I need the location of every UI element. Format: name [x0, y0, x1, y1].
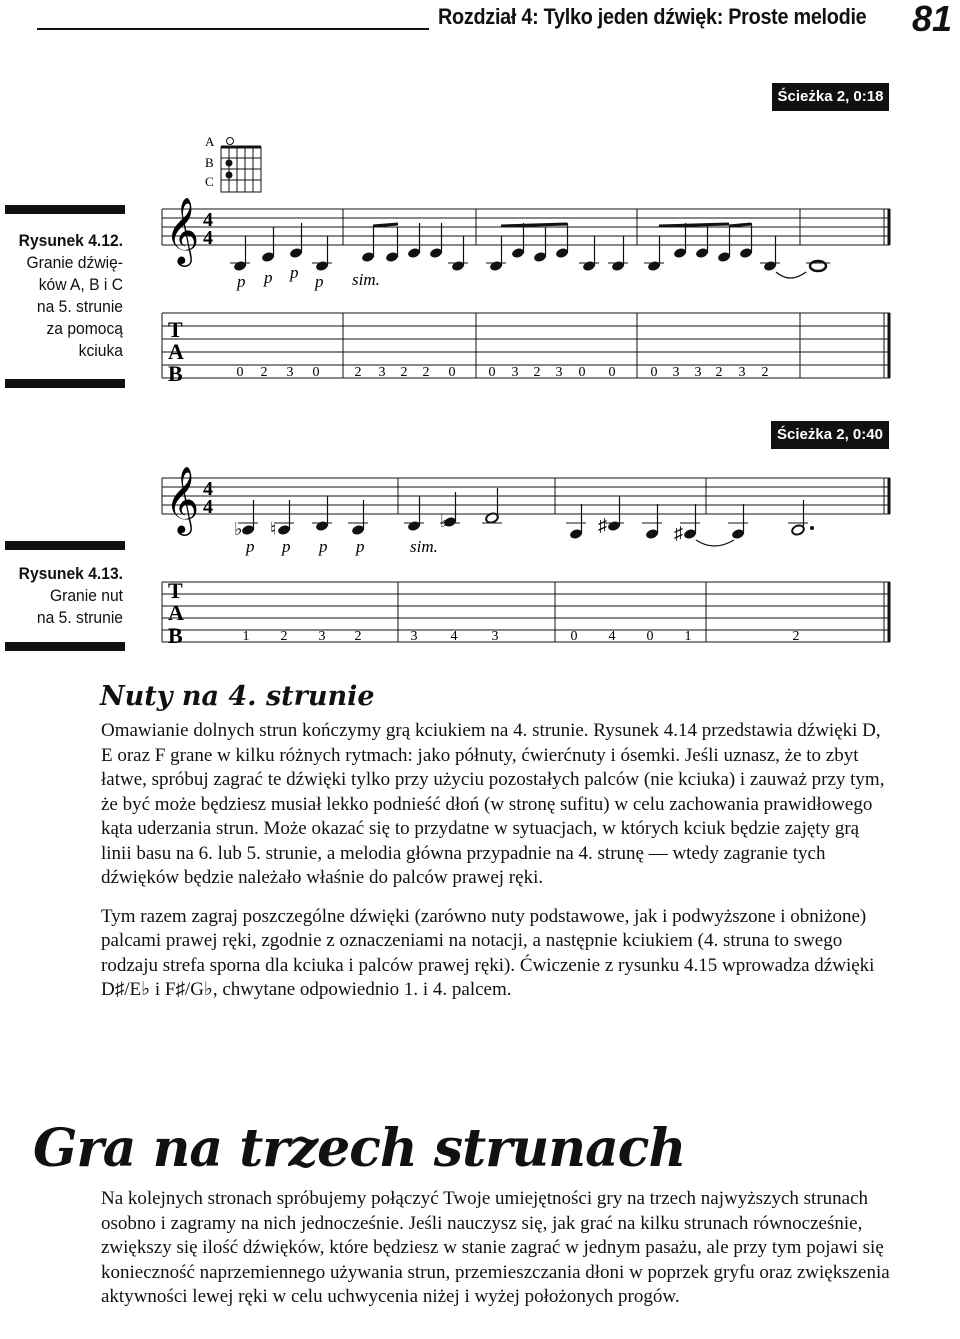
paragraph: Na kolejnych stronach spróbujemy połączyć Twoje umiejętności gry na trzech najwyższych strunach osobno i zagramy na nich jednocześnie. Jeśli nauczysz się, jak grać na kilku strunach równocześnie, zwiększy się ilość dźwięków, które będziesz w stanie zagrać w jednym pasażu, ale przy tym pojawi się konieczność naprzemiennego używania strun, przemieszczania dłoni w poprzek gryfu oraz zwiększenia aktywności lewej ręki w celu uchwycenia niżej i wyżej położonych progów. — [101, 1188, 890, 1307]
tab-number: 0 — [650, 365, 658, 380]
tab-number: 0 — [312, 365, 320, 380]
picking-marks-1 — [236, 263, 380, 291]
treble-clef: 𝄞 — [165, 467, 200, 532]
tab-number: 2 — [533, 365, 541, 380]
time-signature-1b: 4 — [203, 227, 213, 249]
tab-number: 0 — [570, 629, 578, 644]
tab-number: 3 — [491, 629, 499, 644]
paragraph: Tym razem zagraj poszczególne dźwięki (zarówno nuty podstawowe, jak i podwyższone i obniżone) palcami prawej ręki, zgodnie z oznaczeniami na notacji, a następnie kciukiem (4. struna to swego rodzaju strefa sporna dla kciuka i palców prawej ręki). Ćwiczenie z rysunku 4.15 wprowadza dźwięki D♯/E♭ i F♯/G♭, chwytane odpowiednio 1. i 4. palcem. — [101, 905, 875, 1000]
picking-mark: p — [319, 537, 328, 556]
caption-line: Granie dźwię- — [26, 253, 123, 272]
tab-staff-2 — [162, 582, 890, 642]
tab-number: 3 — [286, 365, 294, 380]
tie — [776, 272, 806, 278]
tab-number: 0 — [578, 365, 586, 380]
tab-letters-2 — [168, 578, 184, 648]
tab-number: 2 — [761, 365, 769, 380]
chord-label-c: C — [205, 174, 214, 189]
tab-number: 2 — [422, 365, 430, 380]
tab-number: 2 — [792, 629, 800, 644]
tab-letter-t: T — [168, 317, 183, 342]
accidental: ♯ — [674, 523, 683, 543]
beam — [729, 224, 751, 226]
accidental: ♮ — [270, 519, 277, 539]
tab-number: 2 — [354, 365, 362, 380]
picking-mark: p — [315, 272, 324, 291]
tab-number: 4 — [608, 629, 616, 644]
picking-mark: p — [264, 268, 273, 287]
caption-line: Granie nut — [49, 586, 124, 605]
section-body — [101, 1187, 891, 1310]
picking-mark: p — [237, 272, 246, 291]
picking-mark: p — [246, 537, 255, 556]
picking-mark: p — [356, 537, 365, 556]
section-body — [101, 719, 891, 1003]
time-signature-1: 4 — [203, 209, 213, 231]
staff-2 — [162, 478, 890, 514]
tab-number: 1 — [242, 629, 250, 644]
tab-number: 3 — [555, 365, 563, 380]
tab-letter-a: A — [168, 339, 184, 364]
tab-number: 3 — [694, 365, 702, 380]
paragraph: Omawianie dolnych strun kończymy grą kciukiem na 4. strunie. Rysunek 4.14 przedstawia dźwięki D, E oraz F grane w kilku różnych rytmach: jako półnuty, ćwierćnuty i ósemki. Jeśli uznasz, że to zbyt łatwe, spróbuj zagrać te dźwięki tylko przy użyciu pozostałych palców (nie kciuka) i zauważ przy tym, że być może będziesz musiał lekko podnieść dłoń (w stronę sufitu) w celu zachowania prawidłowego kąta uderzania strun. Może okazać się to przydatne w sytuacjach, w których kciuk będzie zajęty grą linii basu na 6. lub 5. strunie, a melodia główna przypadnie na 4. strunę — wtedy zagranie tych dźwięków będzie należało właśnie do palców prawej ręki. — [101, 720, 885, 888]
tab-number: 3 — [378, 365, 386, 380]
tab-letter-a: A — [168, 600, 184, 625]
caption-line: kciuka — [78, 341, 123, 360]
tab-number: 2 — [400, 365, 408, 380]
tab-number: 3 — [738, 365, 746, 380]
caption-line: na 5. strunie — [36, 297, 123, 316]
chord-label-b: B — [205, 155, 214, 170]
tab-number: 4 — [450, 629, 458, 644]
beam — [501, 224, 567, 226]
caption-line: na 5. strunie — [36, 608, 123, 627]
caption-label-1: Rysunek 4.12. — [18, 231, 123, 250]
tie — [696, 540, 734, 546]
tab-letter-b: B — [168, 623, 183, 648]
tab-number: 0 — [488, 365, 496, 380]
section-heading: Gra na trzech strunach — [33, 1118, 686, 1179]
tab-number: 0 — [236, 365, 244, 380]
picking-mark: p — [282, 537, 291, 556]
tab-number: 2 — [715, 365, 723, 380]
treble-clef: 𝄞 — [165, 198, 200, 263]
staff-1 — [162, 209, 890, 245]
sim-label: sim. — [352, 270, 380, 289]
tab-number: 0 — [448, 365, 456, 380]
chapter-title: Rozdział 4: Tylko jeden dźwięk: Proste melodie — [438, 4, 867, 29]
picking-mark: p — [290, 263, 299, 282]
beam — [659, 224, 729, 226]
beam — [373, 224, 398, 226]
tab-number: 3 — [410, 629, 418, 644]
time-signature-2: 4 — [203, 478, 213, 500]
tab-number: 3 — [672, 365, 680, 380]
tab-number: 2 — [260, 365, 268, 380]
music-figure-2 — [0, 440, 960, 660]
track-badge-2: Ścieżka 2, 0:40 — [771, 421, 889, 449]
section-heading: Nuty na 4. strunie — [100, 681, 375, 712]
tab-letter-b: B — [168, 361, 183, 386]
tab-number: 3 — [511, 365, 519, 380]
caption-line: ków A, B i C — [38, 275, 123, 294]
tab-number: 0 — [608, 365, 616, 380]
tab-letter-t: T — [168, 578, 183, 603]
tab-staff-1 — [162, 313, 890, 378]
picking-marks-2 — [245, 537, 438, 556]
accidental: ♭ — [440, 511, 449, 531]
music-figure-1 — [0, 0, 960, 400]
tab-number: 2 — [354, 629, 362, 644]
tab-number: 2 — [280, 629, 288, 644]
accidental: ♭ — [234, 519, 243, 539]
tab-number: 3 — [318, 629, 326, 644]
tab-number: 0 — [646, 629, 654, 644]
dot — [810, 526, 814, 530]
tab-letters-1 — [168, 317, 184, 386]
caption-line: za pomocą — [46, 319, 123, 338]
notes-1 — [230, 223, 830, 278]
tab-number: 1 — [684, 629, 692, 644]
track-badge-1: Ścieżka 2, 0:18 — [772, 83, 889, 111]
sim-label: sim. — [410, 537, 438, 556]
time-signature-2b: 4 — [203, 496, 213, 518]
caption-label-2: Rysunek 4.13. — [18, 564, 123, 583]
page-number: 81 — [912, 0, 953, 39]
chord-label-a: A — [205, 134, 215, 149]
chord-diagram — [205, 134, 261, 192]
accidental: ♯ — [598, 515, 607, 535]
